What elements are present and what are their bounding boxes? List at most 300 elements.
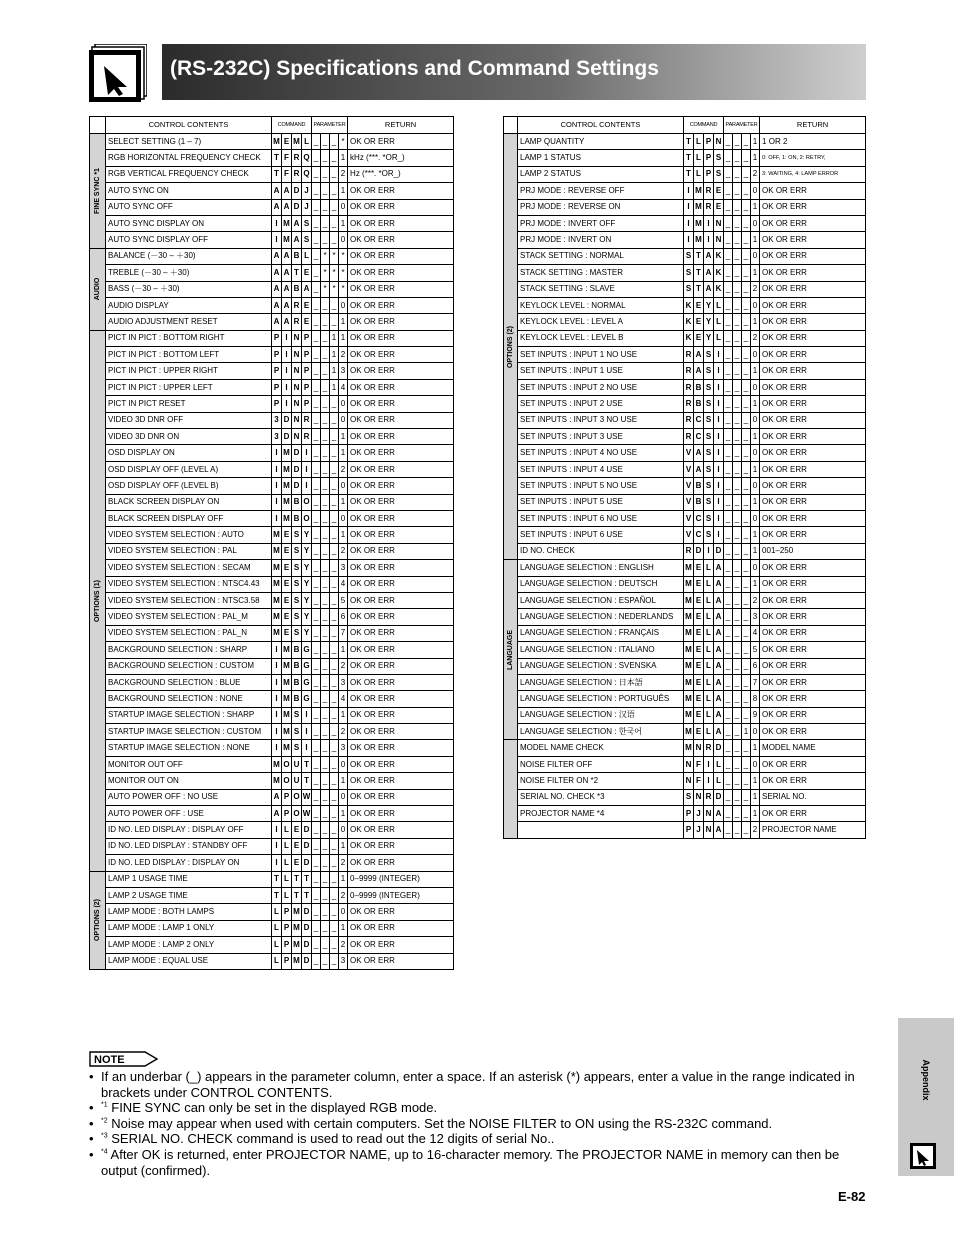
parameter-char: 7 <box>339 625 348 641</box>
command-char: M <box>684 658 694 674</box>
group-cell <box>504 134 518 560</box>
table-row <box>504 576 866 592</box>
parameter-char: _ <box>742 789 751 805</box>
control-contents: LAMP 1 STATUS <box>518 150 684 166</box>
return-value: OK OR ERR <box>348 527 454 543</box>
command-char: I <box>714 494 724 510</box>
parameter-char: _ <box>724 183 733 199</box>
parameter-char: _ <box>742 642 751 658</box>
return-value: OK OR ERR <box>348 674 454 690</box>
command-char: B <box>292 494 302 510</box>
return-value: OK OR ERR <box>760 297 866 313</box>
return-value: OK OR ERR <box>760 609 866 625</box>
control-contents: RGB VERTICAL FREQUENCY CHECK <box>106 166 272 182</box>
parameter-char: 0 <box>751 756 760 772</box>
parameter-char: 1 <box>339 314 348 330</box>
command-char: C <box>694 429 704 445</box>
control-contents: BALANCE (－30 – ＋30) <box>106 248 272 264</box>
parameter-char: 6 <box>751 658 760 674</box>
command-char: N <box>292 396 302 412</box>
command-char: S <box>292 576 302 592</box>
command-char: V <box>684 445 694 461</box>
table-row <box>90 494 454 510</box>
command-char: I <box>714 461 724 477</box>
parameter-char: _ <box>321 576 330 592</box>
command-char: R <box>684 347 694 363</box>
parameter-char: _ <box>330 412 339 428</box>
return-value: OK OR ERR <box>760 314 866 330</box>
control-contents: LANGUAGE SELECTION : 한국어 <box>518 724 684 740</box>
parameter-char: _ <box>724 461 733 477</box>
command-char: I <box>272 494 282 510</box>
command-char: A <box>272 806 282 822</box>
command-char: B <box>694 494 704 510</box>
parameter-char: _ <box>724 297 733 313</box>
control-contents: STACK SETTING : MASTER <box>518 265 684 281</box>
control-contents: PRJ MODE : REVERSE OFF <box>518 183 684 199</box>
command-char: L <box>704 592 714 608</box>
table-row <box>90 642 454 658</box>
parameter-char: _ <box>321 658 330 674</box>
command-char: U <box>292 773 302 789</box>
parameter-char: _ <box>733 773 742 789</box>
command-char: A <box>694 445 704 461</box>
parameter-char: _ <box>742 379 751 395</box>
return-value: OK OR ERR <box>760 445 866 461</box>
command-char: B <box>292 510 302 526</box>
command-char: F <box>282 166 292 182</box>
command-char: R <box>684 363 694 379</box>
parameter-char: _ <box>733 166 742 182</box>
parameter-char: _ <box>724 576 733 592</box>
return-value: OK OR ERR <box>760 363 866 379</box>
command-char: S <box>684 248 694 264</box>
control-contents: PROJECTOR NAME *4 <box>518 806 684 822</box>
command-char: E <box>302 314 312 330</box>
parameter-char: _ <box>330 166 339 182</box>
command-char: M <box>684 740 694 756</box>
parameter-char: _ <box>330 478 339 494</box>
parameter-char: _ <box>733 691 742 707</box>
command-char: D <box>302 822 312 838</box>
parameter-char: _ <box>330 658 339 674</box>
table-row <box>504 445 866 461</box>
command-char: M <box>684 609 694 625</box>
parameter-char: 1 <box>751 429 760 445</box>
command-char: N <box>292 412 302 428</box>
command-char: P <box>282 789 292 805</box>
control-contents: SET INPUTS : INPUT 6 USE <box>518 527 684 543</box>
parameter-char: _ <box>321 609 330 625</box>
parameter-char: _ <box>733 756 742 772</box>
parameter-char: _ <box>724 363 733 379</box>
command-char: S <box>292 724 302 740</box>
parameter-char: _ <box>330 904 339 920</box>
control-contents: VIDEO 3D DNR ON <box>106 429 272 445</box>
table-row <box>90 609 454 625</box>
command-char: A <box>714 724 724 740</box>
command-char: N <box>684 773 694 789</box>
command-char: I <box>272 510 282 526</box>
command-char: L <box>704 674 714 690</box>
command-char: T <box>272 887 282 903</box>
parameter-char: 4 <box>339 379 348 395</box>
parameter-char: 1 <box>742 724 751 740</box>
command-char: M <box>694 199 704 215</box>
parameter-char: _ <box>724 543 733 559</box>
return-value: OK OR ERR <box>348 609 454 625</box>
command-char: E <box>694 625 704 641</box>
parameter-char: 0 <box>339 756 348 772</box>
command-char: B <box>292 248 302 264</box>
table-row <box>90 281 454 297</box>
command-char: S <box>704 347 714 363</box>
control-contents: BACKGROUND SELECTION : CUSTOM <box>106 658 272 674</box>
parameter-char: _ <box>742 510 751 526</box>
table-row <box>504 281 866 297</box>
command-char: M <box>684 560 694 576</box>
return-value: OK OR ERR <box>760 429 866 445</box>
parameter-char: _ <box>330 150 339 166</box>
parameter-char: _ <box>733 347 742 363</box>
parameter-char: 1 <box>751 740 760 756</box>
control-contents: AUTO POWER OFF : USE <box>106 806 272 822</box>
parameter-char: _ <box>321 166 330 182</box>
command-char: M <box>684 642 694 658</box>
command-char: D <box>302 937 312 953</box>
command-char: R <box>302 412 312 428</box>
control-contents: MONITOR OUT OFF <box>106 756 272 772</box>
group-cell <box>90 871 106 969</box>
parameter-char: _ <box>742 412 751 428</box>
note-text: SERIAL NO. CHECK command is used to read out the 12 digits of serial No.. <box>111 1131 555 1147</box>
control-contents: LAMP 2 STATUS <box>518 166 684 182</box>
command-char: D <box>714 543 724 559</box>
return-value: OK OR ERR <box>348 773 454 789</box>
table-row <box>90 314 454 330</box>
control-contents: PICT IN PICT : BOTTOM LEFT <box>106 347 272 363</box>
parameter-char: _ <box>312 576 321 592</box>
parameter-char: * <box>330 281 339 297</box>
parameter-char: _ <box>733 429 742 445</box>
table-row <box>504 265 866 281</box>
return-value: OK OR ERR <box>348 838 454 854</box>
command-char: E <box>282 543 292 559</box>
command-char: S <box>292 527 302 543</box>
control-contents: PRJ MODE : INVERT ON <box>518 232 684 248</box>
command-char: I <box>704 773 714 789</box>
parameter-char: _ <box>321 478 330 494</box>
control-contents: LANGUAGE SELECTION : 汉语 <box>518 707 684 723</box>
parameter-char: _ <box>742 215 751 231</box>
parameter-char: _ <box>724 265 733 281</box>
footnote-mark: *4 <box>101 1148 108 1156</box>
parameter-char: 1 <box>751 494 760 510</box>
command-char: B <box>292 674 302 690</box>
command-char: S <box>292 543 302 559</box>
command-char: P <box>282 937 292 953</box>
parameter-char: _ <box>312 478 321 494</box>
control-contents: LAMP QUANTITY <box>518 134 684 150</box>
parameter-char: 1 <box>751 806 760 822</box>
parameter-char: 0 <box>339 904 348 920</box>
parameter-char: 2 <box>339 724 348 740</box>
command-char: N <box>694 740 704 756</box>
control-contents: STARTUP IMAGE SELECTION : NONE <box>106 740 272 756</box>
command-char: V <box>684 478 694 494</box>
header-command: COMMAND <box>272 117 312 134</box>
command-char: B <box>292 691 302 707</box>
parameter-char: _ <box>321 134 330 150</box>
corner-cell <box>504 117 518 134</box>
table-row <box>90 429 454 445</box>
parameter-char: 1 <box>339 527 348 543</box>
parameter-char: _ <box>321 937 330 953</box>
table-row <box>90 379 454 395</box>
table-row <box>504 215 866 231</box>
command-char: E <box>694 642 704 658</box>
table-row <box>90 330 454 346</box>
command-char: I <box>704 232 714 248</box>
parameter-char: _ <box>312 412 321 428</box>
command-char: B <box>292 642 302 658</box>
command-char: I <box>704 756 714 772</box>
command-char: I <box>704 215 714 231</box>
command-char: I <box>272 478 282 494</box>
parameter-char: _ <box>330 855 339 871</box>
bullet: • <box>89 1100 94 1116</box>
parameter-char: _ <box>312 887 321 903</box>
command-char: E <box>694 658 704 674</box>
group-label: FINE SYNC *1 <box>93 167 101 214</box>
parameter-char: * <box>321 265 330 281</box>
parameter-char: _ <box>312 363 321 379</box>
command-char: I <box>684 199 694 215</box>
control-contents: STACK SETTING : SLAVE <box>518 281 684 297</box>
control-contents: ID NO. CHECK <box>518 543 684 559</box>
table-row <box>504 297 866 313</box>
command-char: A <box>272 265 282 281</box>
header-return: RETURN <box>348 117 454 134</box>
parameter-char: _ <box>742 314 751 330</box>
command-char: U <box>292 756 302 772</box>
parameter-char: 0 <box>751 183 760 199</box>
command-char: T <box>292 887 302 903</box>
parameter-char: _ <box>330 871 339 887</box>
command-char: Y <box>302 609 312 625</box>
control-contents: PICT IN PICT : BOTTOM RIGHT <box>106 330 272 346</box>
parameter-char: 1 <box>751 232 760 248</box>
parameter-char: _ <box>724 806 733 822</box>
parameter-char: * <box>321 281 330 297</box>
table-row <box>90 199 454 215</box>
table-row <box>90 576 454 592</box>
control-contents: KEYLOCK LEVEL : LEVEL B <box>518 330 684 346</box>
parameter-char: _ <box>733 478 742 494</box>
return-value: SERIAL NO. <box>760 789 866 805</box>
parameter-char: _ <box>733 527 742 543</box>
control-contents: STARTUP IMAGE SELECTION : SHARP <box>106 707 272 723</box>
parameter-char: _ <box>742 822 751 838</box>
parameter-char: 0 <box>339 822 348 838</box>
group-cell <box>90 330 106 871</box>
group-cell <box>90 134 106 249</box>
parameter-char: _ <box>724 347 733 363</box>
table-row <box>90 953 454 969</box>
control-contents: ID NO. LED DISPLAY : STANDBY OFF <box>106 838 272 854</box>
parameter-char: _ <box>733 134 742 150</box>
parameter-char: 4 <box>339 576 348 592</box>
command-char: L <box>272 904 282 920</box>
parameter-char: _ <box>330 461 339 477</box>
return-value: OK OR ERR <box>348 429 454 445</box>
control-contents: MODEL NAME CHECK <box>518 740 684 756</box>
command-char: N <box>292 347 302 363</box>
parameter-char: 1 <box>339 429 348 445</box>
parameter-char: 0 <box>339 412 348 428</box>
parameter-char: _ <box>742 396 751 412</box>
control-contents: AUTO SYNC DISPLAY OFF <box>106 232 272 248</box>
command-char: Y <box>704 330 714 346</box>
parameter-char: _ <box>321 920 330 936</box>
table-row <box>90 396 454 412</box>
command-char: N <box>292 363 302 379</box>
table-row <box>90 510 454 526</box>
parameter-char: 1 <box>339 215 348 231</box>
parameter-char: _ <box>742 363 751 379</box>
return-value: MODEL NAME <box>760 740 866 756</box>
command-char: B <box>694 379 704 395</box>
parameter-char: _ <box>312 592 321 608</box>
parameter-char: _ <box>733 265 742 281</box>
command-char: L <box>704 560 714 576</box>
parameter-char: * <box>339 265 348 281</box>
command-char: K <box>714 265 724 281</box>
command-char: A <box>704 281 714 297</box>
parameter-char: 1 <box>339 183 348 199</box>
command-char: P <box>302 330 312 346</box>
parameter-char: 1 <box>330 330 339 346</box>
table-row <box>90 937 454 953</box>
return-value: OK OR ERR <box>348 691 454 707</box>
command-char: S <box>684 265 694 281</box>
control-contents: NOISE FILTER OFF <box>518 756 684 772</box>
parameter-char: _ <box>742 576 751 592</box>
command-char: Y <box>302 527 312 543</box>
return-value: OK OR ERR <box>760 265 866 281</box>
command-char: N <box>714 215 724 231</box>
parameter-char: _ <box>724 494 733 510</box>
command-char: S <box>704 379 714 395</box>
command-char: A <box>282 199 292 215</box>
return-value: OK OR ERR <box>760 527 866 543</box>
control-contents: OSD DISPLAY OFF (LEVEL A) <box>106 461 272 477</box>
table-row <box>90 183 454 199</box>
command-char: P <box>272 396 282 412</box>
command-char: P <box>272 363 282 379</box>
parameter-char: 1 <box>339 838 348 854</box>
command-char: T <box>272 150 282 166</box>
table-row <box>504 347 866 363</box>
table-row <box>504 314 866 330</box>
command-char: B <box>694 396 704 412</box>
parameter-char: _ <box>312 740 321 756</box>
parameter-char: _ <box>742 134 751 150</box>
header-command: COMMAND <box>684 117 724 134</box>
command-char: S <box>292 592 302 608</box>
parameter-char: 0 <box>339 789 348 805</box>
parameter-char: _ <box>312 560 321 576</box>
command-char: M <box>292 904 302 920</box>
return-value: OK OR ERR <box>348 789 454 805</box>
parameter-char: _ <box>733 724 742 740</box>
command-char: P <box>302 379 312 395</box>
parameter-char: _ <box>312 838 321 854</box>
parameter-char: _ <box>330 183 339 199</box>
control-contents: AUTO SYNC DISPLAY ON <box>106 215 272 231</box>
table-row <box>90 363 454 379</box>
note-text: If an underbar (_) appears in the parameter column, enter a space. If an asterisk (*) appears, enter a value in the range indicated in brackets under CONTROL CONTENTS. <box>101 1069 855 1100</box>
command-table-left <box>89 116 454 970</box>
command-char: L <box>714 756 724 772</box>
table-row <box>504 412 866 428</box>
command-char: A <box>272 183 282 199</box>
table-row <box>504 789 866 805</box>
return-value: OK OR ERR <box>348 232 454 248</box>
parameter-char: _ <box>321 871 330 887</box>
table-row <box>504 134 866 150</box>
return-value: OK OR ERR <box>760 494 866 510</box>
return-value: OK OR ERR <box>760 724 866 740</box>
parameter-char: _ <box>321 953 330 969</box>
parameter-char: 0 <box>751 347 760 363</box>
command-char: Q <box>302 150 312 166</box>
parameter-char: _ <box>330 920 339 936</box>
parameter-char: _ <box>312 806 321 822</box>
parameter-char: _ <box>330 445 339 461</box>
return-value: OK OR ERR <box>760 248 866 264</box>
command-char: P <box>704 134 714 150</box>
parameter-char: _ <box>312 691 321 707</box>
control-contents: VIDEO SYSTEM SELECTION : NTSC4.43 <box>106 576 272 592</box>
command-char: D <box>302 953 312 969</box>
parameter-char: _ <box>330 429 339 445</box>
return-value: OK OR ERR <box>348 215 454 231</box>
parameter-char: _ <box>330 756 339 772</box>
command-char: A <box>272 789 282 805</box>
return-value: OK OR ERR <box>348 806 454 822</box>
parameter-char: _ <box>724 166 733 182</box>
table-row <box>90 527 454 543</box>
parameter-char: 1 <box>751 576 760 592</box>
parameter-char: 1 <box>339 445 348 461</box>
command-char: L <box>272 920 282 936</box>
table-row <box>90 838 454 854</box>
parameter-char: 1 <box>330 347 339 363</box>
control-contents: TREBLE (－30 – ＋30) <box>106 265 272 281</box>
command-char: M <box>694 232 704 248</box>
control-contents: PICT IN PICT : UPPER RIGHT <box>106 363 272 379</box>
return-value: OK OR ERR <box>348 560 454 576</box>
table-row <box>504 183 866 199</box>
command-char: E <box>694 724 704 740</box>
table-row <box>90 806 454 822</box>
parameter-char: * <box>330 265 339 281</box>
command-char: P <box>302 347 312 363</box>
command-char: D <box>302 904 312 920</box>
command-char: A <box>714 691 724 707</box>
control-contents: BLACK SCREEN DISPLAY ON <box>106 494 272 510</box>
